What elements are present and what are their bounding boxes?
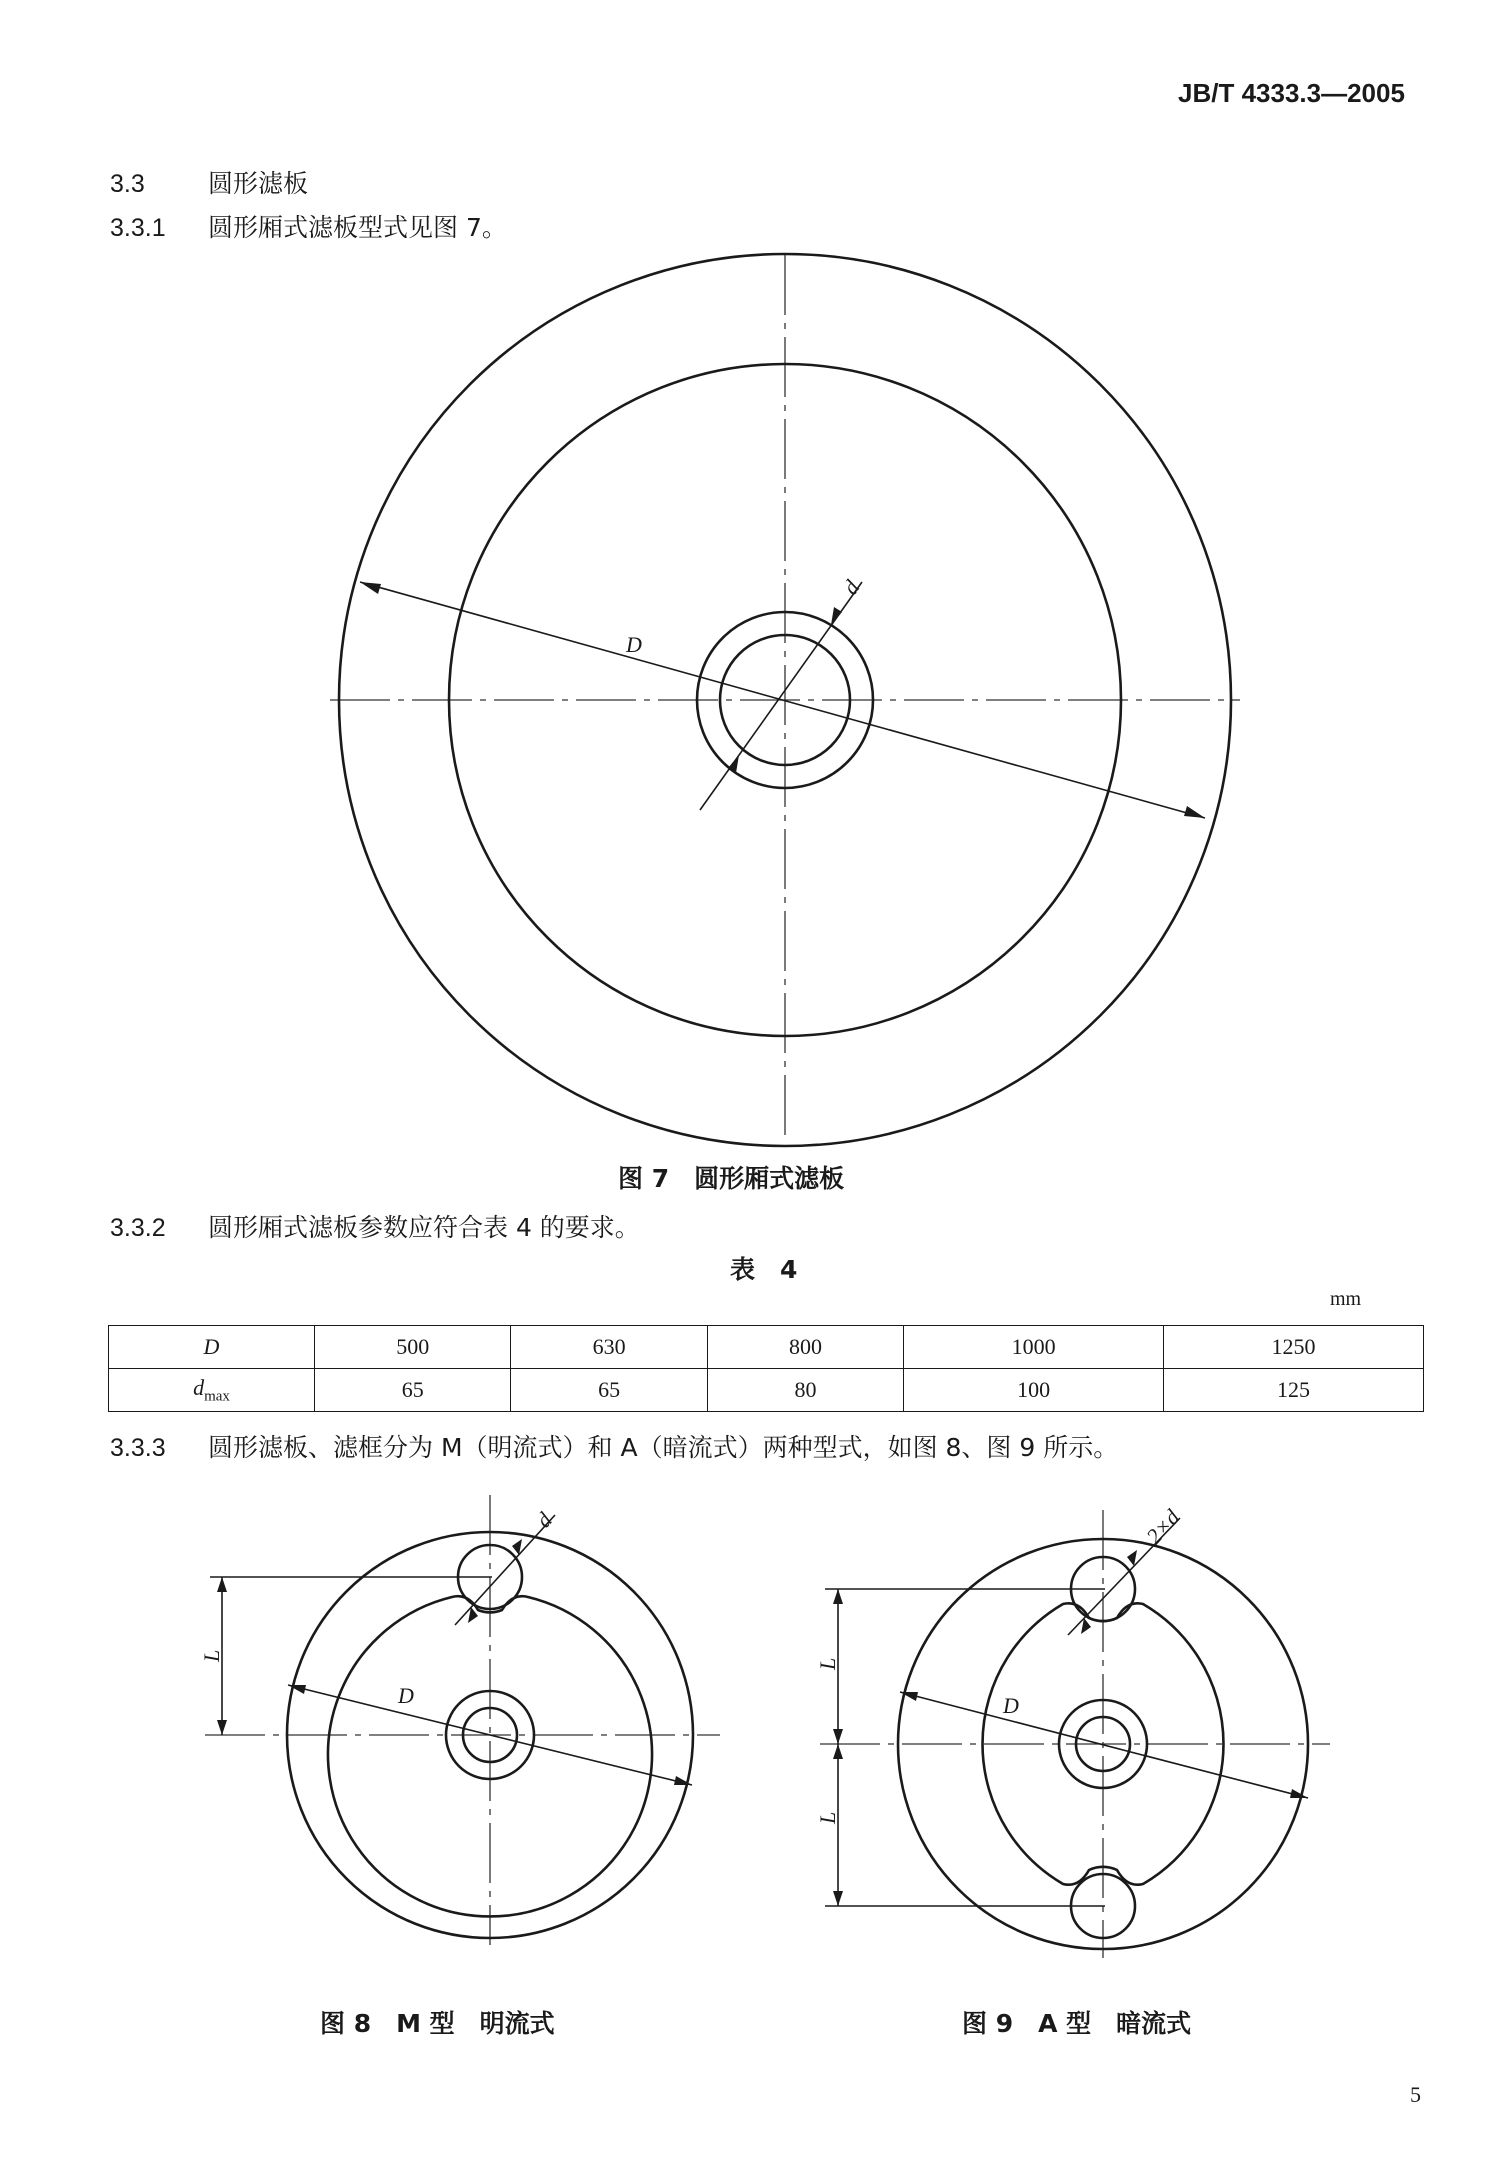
figure-7-caption: 图 7 圆形厢式滤板 (618, 1164, 845, 1193)
label-2xd: 2×d (1141, 1504, 1185, 1549)
section-text: 圆形滤板、滤框分为 M（明流式）和 A（暗流式）两种型式，如图 8、图 9 所示。 (208, 1433, 1119, 1462)
table-cell: 500 (315, 1326, 511, 1369)
diameter-D-line (900, 1692, 1308, 1798)
table-cell: 1250 (1164, 1326, 1424, 1369)
table-cell: 100 (904, 1369, 1164, 1412)
arrow-head (833, 1729, 843, 1744)
figure-8-caption: 图 8 M 型 明流式 (320, 2009, 555, 2038)
arrow-head (833, 1589, 843, 1604)
label-D: D (626, 632, 642, 657)
label-L: L (199, 1649, 224, 1662)
row-label-sub: max (204, 1388, 230, 1405)
label-L: L (815, 1657, 840, 1670)
page-number: 5 (1410, 2082, 1421, 2107)
table-cell: 630 (511, 1326, 707, 1369)
section-number: 3.3 (110, 170, 145, 198)
row-label-main: d (193, 1374, 205, 1400)
standard-number: JB/T 4333.3—2005 (1178, 78, 1405, 108)
section-number: 3.3.3 (110, 1434, 166, 1462)
figure-9-caption: 图 9 A 型 暗流式 (962, 2009, 1192, 2038)
section-number: 3.3.1 (110, 214, 166, 242)
table-cell: 65 (315, 1369, 511, 1412)
label-D: D (1003, 1693, 1019, 1718)
section-text: 圆形厢式滤板参数应符合表 4 的要求。 (208, 1213, 640, 1242)
table-cell: 125 (1164, 1369, 1424, 1412)
table-4-title: 表 4 (730, 1255, 798, 1284)
section-text: 圆形滤板 (208, 169, 309, 198)
label-L: L (815, 1811, 840, 1824)
table-4-unit: mm (1330, 1288, 1362, 1310)
row-label: D (109, 1326, 315, 1369)
table-cell: 800 (707, 1326, 903, 1369)
section-text: 圆形厢式滤板型式见图 7。 (208, 213, 507, 242)
table-cell: 80 (707, 1369, 903, 1412)
arrow-head (833, 1744, 843, 1759)
arrow-head (833, 1891, 843, 1906)
arrow-head (1290, 1789, 1308, 1798)
label-d: d (837, 575, 865, 600)
label-d: d (530, 1507, 557, 1533)
table-cell: 65 (511, 1369, 707, 1412)
table-cell: 1000 (904, 1326, 1164, 1369)
section-number: 3.3.2 (110, 1214, 166, 1242)
label-D: D (398, 1683, 414, 1708)
